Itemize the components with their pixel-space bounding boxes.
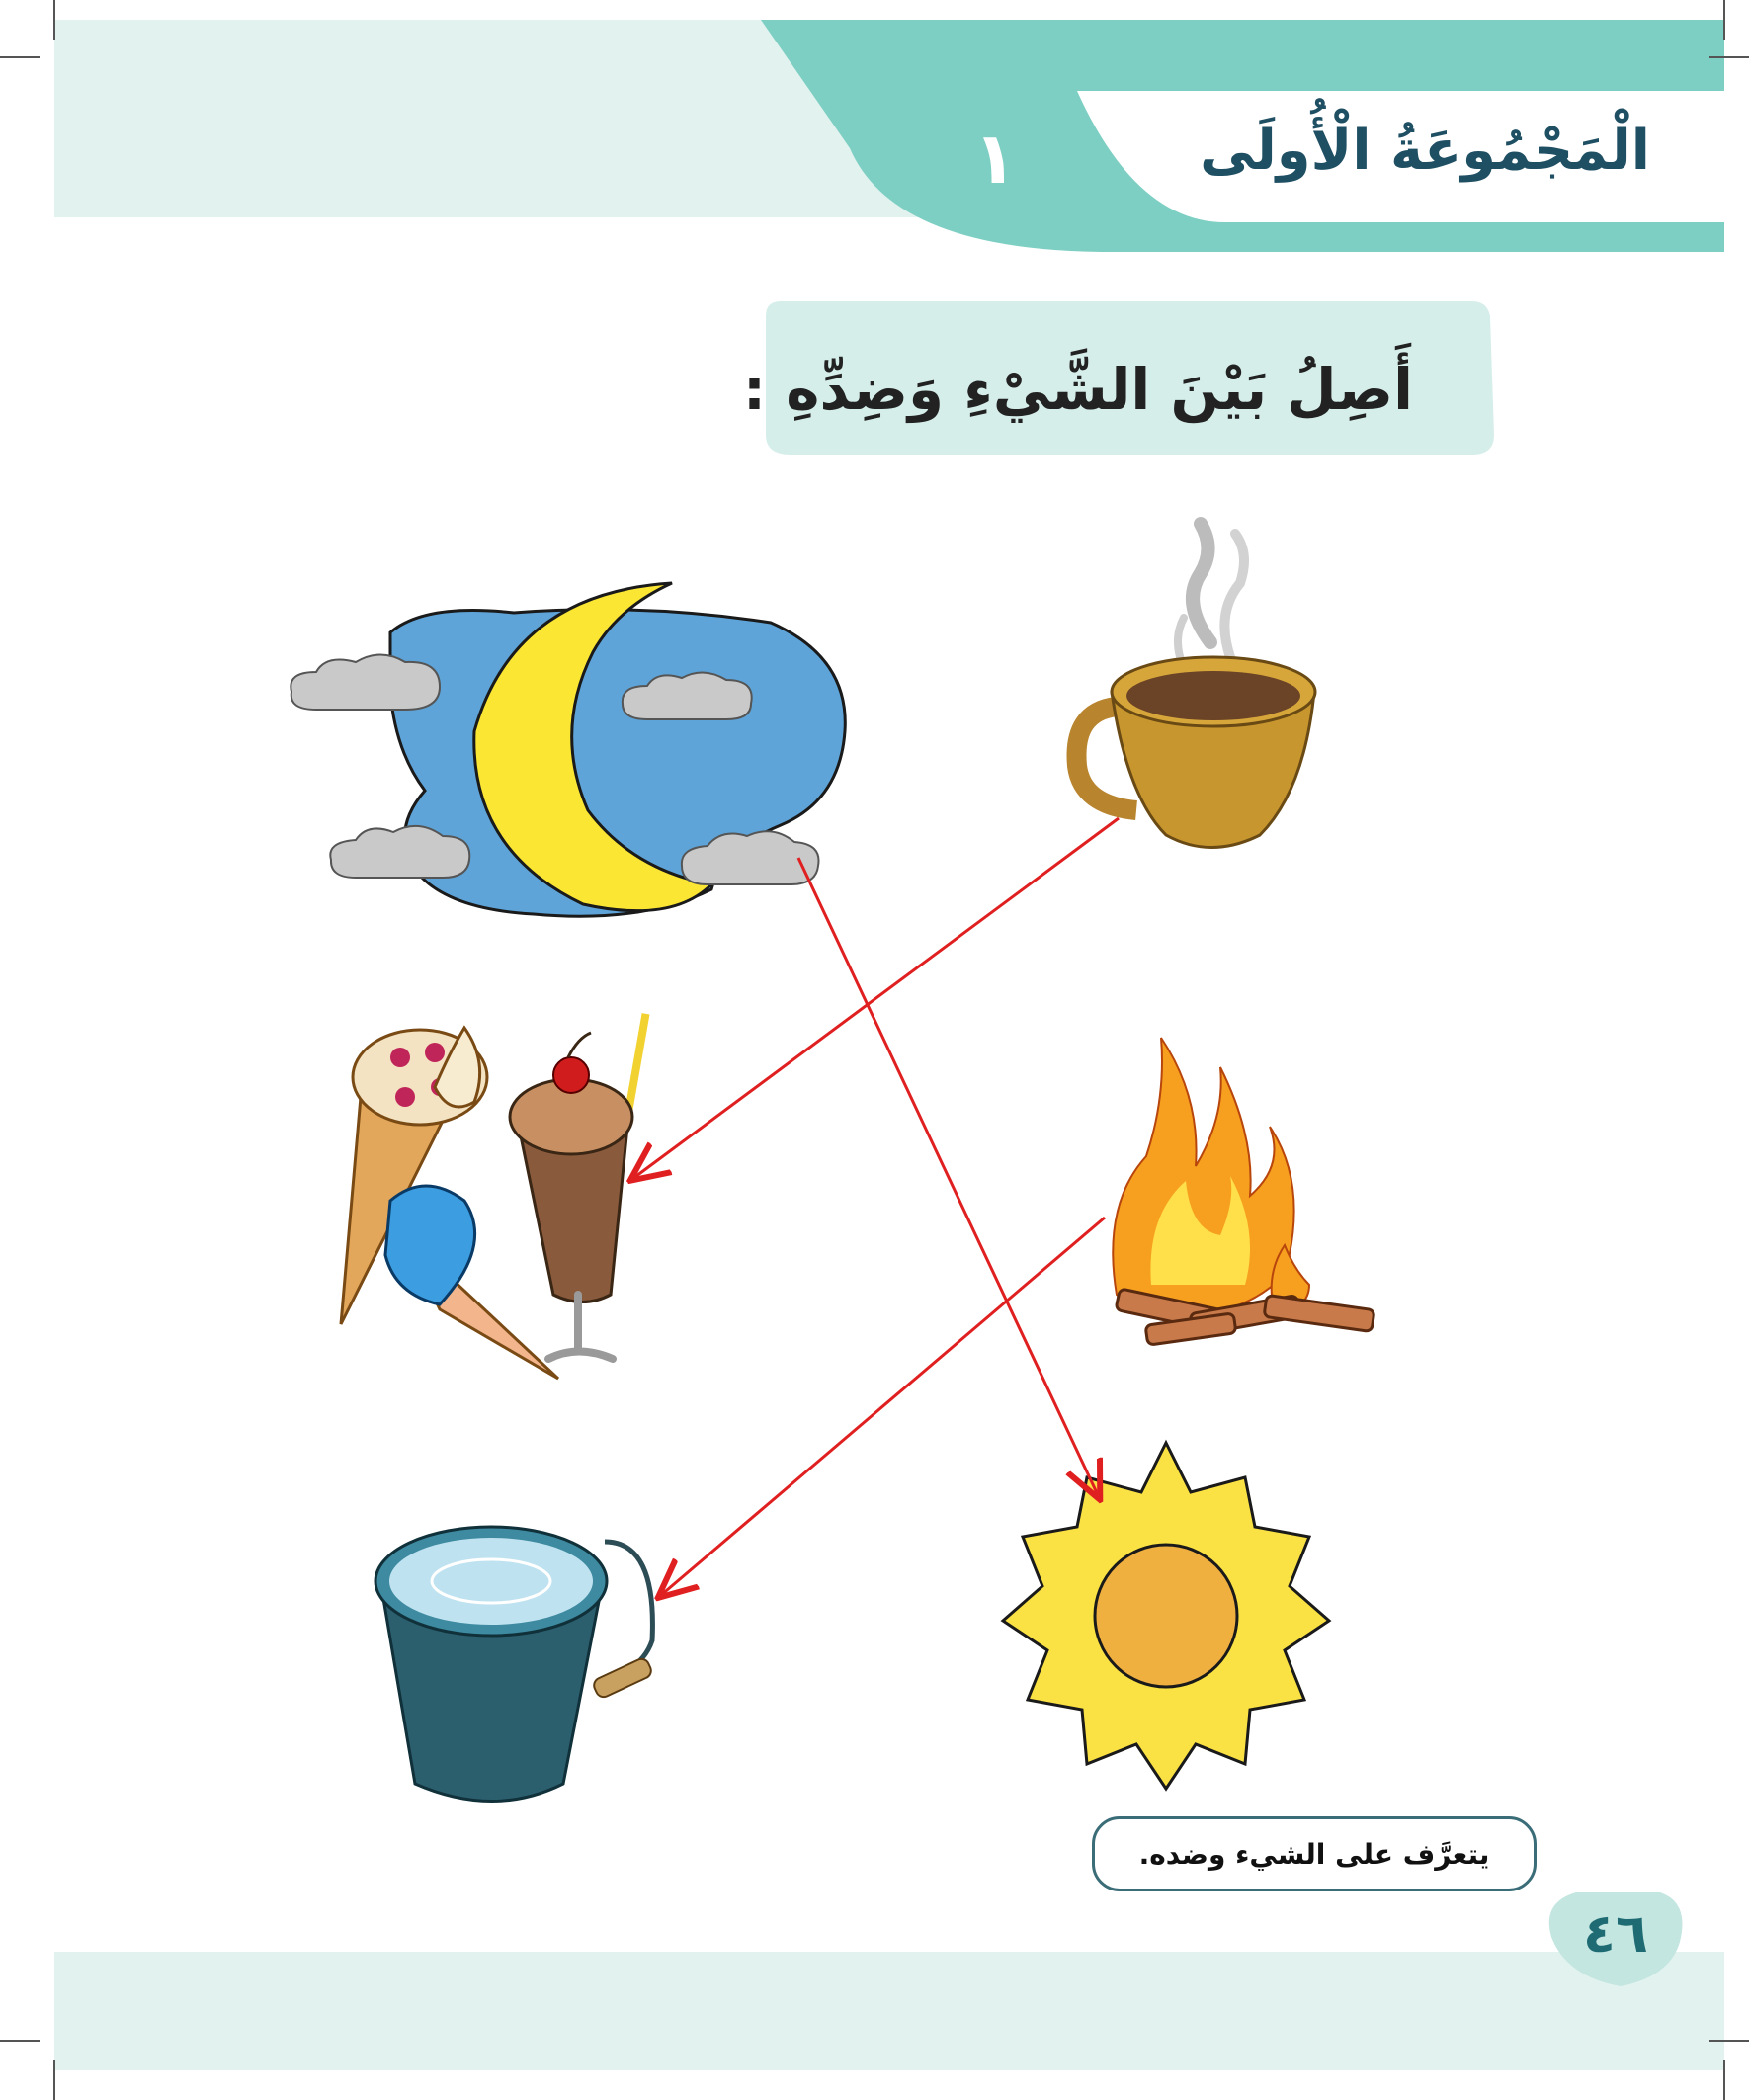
match-arrow-moon-to-sun[interactable] xyxy=(798,858,1099,1497)
objective-text: يتعرَّف على الشيء وضده. xyxy=(1138,1837,1490,1871)
group-number: ١ xyxy=(973,117,1017,200)
match-arrow-coffee-to-icecream[interactable] xyxy=(632,818,1119,1179)
instruction-text: أَصِلُ بَيْنَ الشَّيْءِ وَضِدِّهِ : xyxy=(742,356,1413,423)
match-arrow-fire-to-bucket[interactable] xyxy=(660,1218,1105,1596)
page-number: ٤٦ xyxy=(1583,1902,1648,1965)
objective-box xyxy=(1092,1816,1537,1891)
group-title: الْمَجْمُوعَةُ الْأُولَى xyxy=(1200,119,1650,183)
